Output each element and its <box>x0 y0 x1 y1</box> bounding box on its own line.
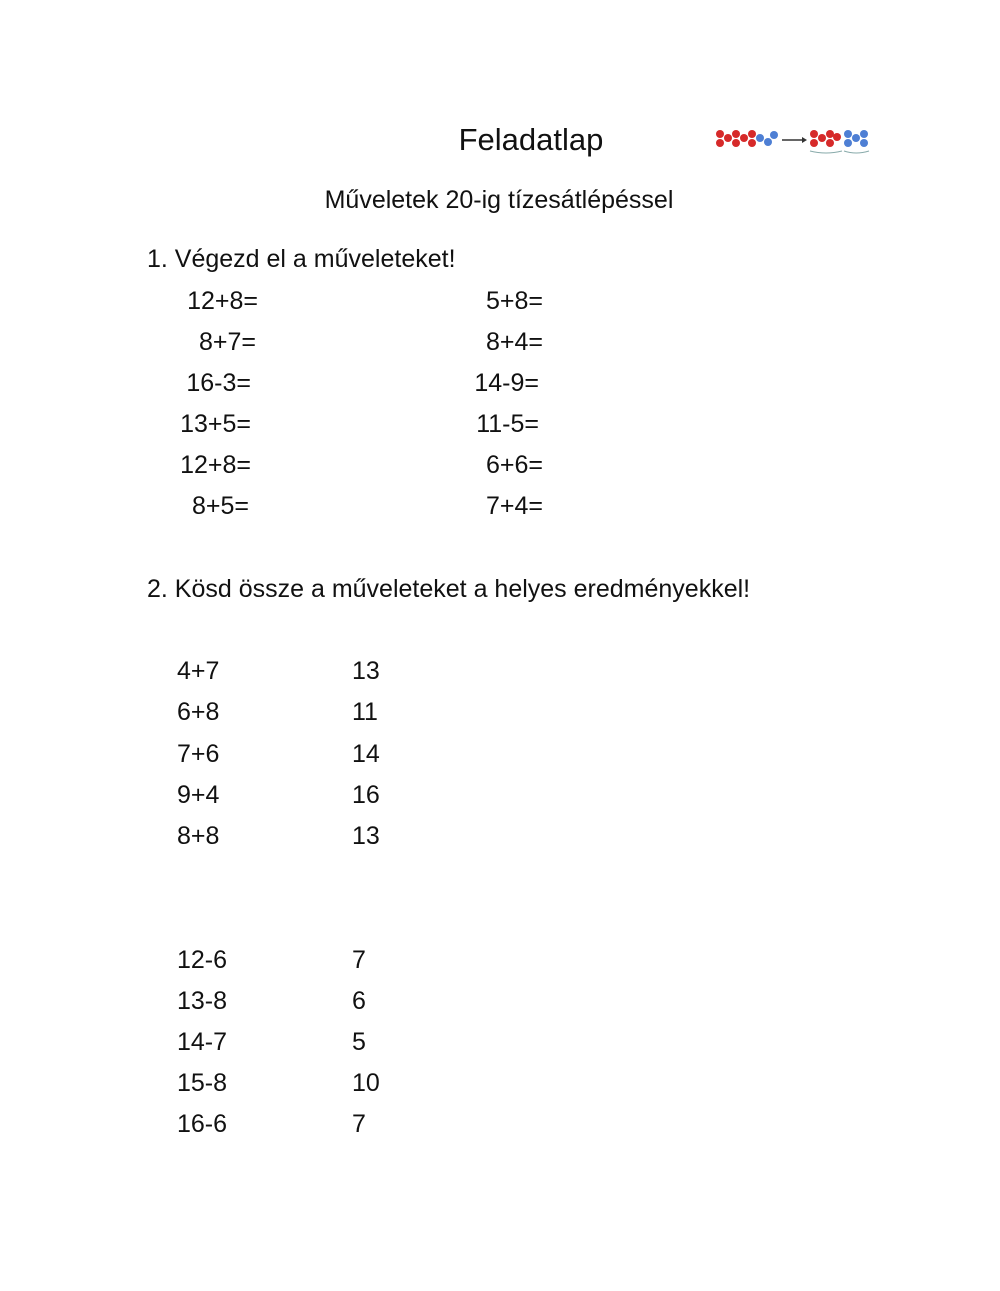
task2-operation: 15-8 <box>177 1069 228 1097</box>
task1-right-expr: 14-9= <box>474 369 539 397</box>
task2-operation: 6+8 <box>177 698 220 726</box>
task1-left-expr: 16-3= <box>186 369 251 397</box>
task2-operation: 12-6 <box>177 946 228 974</box>
task2-result: 10 <box>352 1069 380 1097</box>
dots-after <box>810 130 869 153</box>
task1-left-expr: 8+5= <box>191 492 249 520</box>
page-title: Feladatlap <box>458 122 604 157</box>
task2-operation: 7+6 <box>177 740 220 768</box>
task2-result: 16 <box>352 781 380 809</box>
task1-right-expr: 11-5= <box>476 410 539 438</box>
task2-result: 13 <box>352 657 380 685</box>
task2-result: 14 <box>352 740 380 768</box>
task2-operation: 4+7 <box>177 657 220 685</box>
task1-left-expr: 13+5= <box>180 410 251 438</box>
task1-right-expr: 7+4= <box>485 492 543 520</box>
task2-result: 5 <box>352 1028 366 1056</box>
task2-result: 11 <box>352 698 378 726</box>
arrow-right-icon <box>782 137 807 143</box>
task2-operation: 8+8 <box>177 822 220 850</box>
task2-operation: 16-6 <box>177 1110 228 1138</box>
task2-result: 13 <box>352 822 380 850</box>
task1-right-expr: 6+6= <box>485 451 543 479</box>
task2-heading: 2. Kösd össze a műveleteket a helyes eredményekkel! <box>147 575 751 603</box>
page-subtitle: Műveletek 20-ig tízesátlépéssel <box>324 186 674 214</box>
task1-heading: 1. Végezd el a műveleteket! <box>147 245 456 273</box>
task1-left-expr: 8+7= <box>198 328 256 356</box>
task2-operation: 9+4 <box>177 781 220 809</box>
task1-left-expr: 12+8= <box>180 451 251 479</box>
counting-dots-icon <box>714 124 874 154</box>
task2-result: 6 <box>352 987 366 1015</box>
task1-left-expr: 12+8= <box>187 287 258 315</box>
task2-operation: 14-7 <box>177 1028 228 1056</box>
task1-right-expr: 5+8= <box>485 287 543 315</box>
task2-operation: 13-8 <box>177 987 228 1015</box>
dots-before <box>716 130 778 147</box>
task2-result: 7 <box>352 946 366 974</box>
task2-result: 7 <box>352 1110 366 1138</box>
task1-right-expr: 8+4= <box>485 328 543 356</box>
